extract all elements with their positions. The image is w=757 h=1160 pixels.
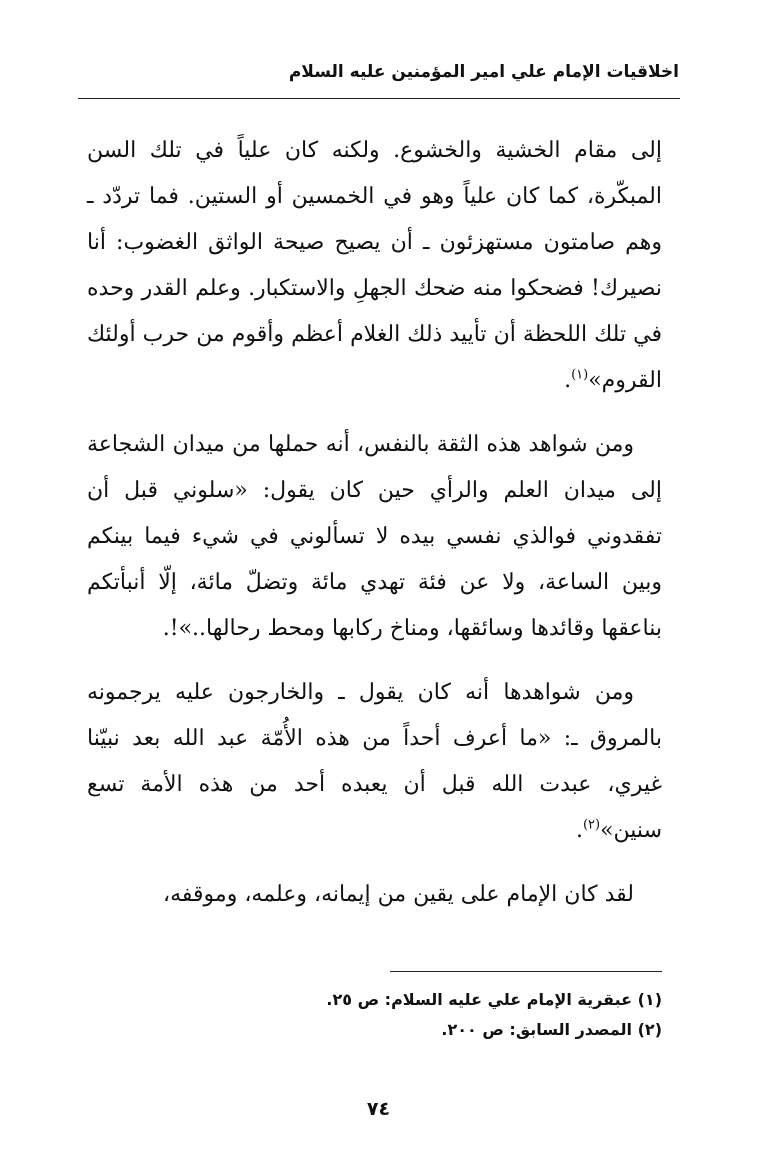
- header-rule: [78, 98, 680, 99]
- running-header: اخلاقيات الإمام علي امير المؤمنين عليه السلام: [288, 62, 679, 82]
- page-number: ٧٤: [366, 1098, 391, 1120]
- paragraph-1-tail: .: [564, 368, 572, 393]
- paragraph-3-tail: .: [575, 818, 583, 843]
- footnote-ref-1: (١): [571, 367, 589, 383]
- footnote-1: (١) عبقرية الإمام علي عليه السلام: ص ٢٥.: [326, 990, 662, 1009]
- paragraph-3-text: ومن شواهدها أنه كان يقول ـ والخارجون عليه يرجمونه بالمروق ـ: «ما أعرف أحداً من هذه الأُمّة عبد الله بعد نبيّنا غيري، عبدت الله قبل أن يعبده أحد من هذه الأمة تسع سنين»: [87, 680, 662, 843]
- paragraph-4-text: لقد كان الإمام على يقين من إيمانه، وعلمه، وموقفه،: [163, 882, 634, 907]
- footnote-rule: [390, 971, 662, 972]
- paragraph-2: [87, 422, 662, 652]
- footnotes: [87, 985, 662, 1045]
- paragraph-1-text: إلى مقام الخشية والخشوع. ولكنه كان علياً في تلك السن المبكّرة، كما كان علياً وهو في الخمسين أو الستين. فما تردّد ـ وهم صامتون مستهزئون ـ أن يصيح صيحة الواثق الغضوب: أنا نصيرك! فضحكوا منه ضحك الجهلِ والاستكبار. وعلم القدر وحده في تلك اللحظة أن تأييد ذلك الغلام أعظم وأقوم من حرب أولئك القروم»: [87, 138, 662, 393]
- footnote-2: (٢) المصدر السابق: ص ٢٠٠.: [441, 1020, 662, 1039]
- paragraph-3: [87, 670, 662, 854]
- paragraph-4: [87, 872, 662, 918]
- body-text: [87, 128, 662, 918]
- footnote-ref-2: (٢): [582, 817, 601, 833]
- paragraph-2-text: ومن شواهد هذه الثقة بالنفس، أنه حملها من ميدان الشجاعة إلى ميدان العلم والرأي حين كان يقول: «سلوني قبل أن تفقدوني فوالذي نفسي بيده لا تسألوني في شيء فيما بينكم وبين الساعة، ولا عن فئة تهدي مائة وتضلّ مائة، إلّا أنبأتكم بناعقها وقائدها وسائقها، ومناخ ركابها ومحط رحالها..»!.: [87, 432, 662, 641]
- paragraph-1: [87, 128, 662, 404]
